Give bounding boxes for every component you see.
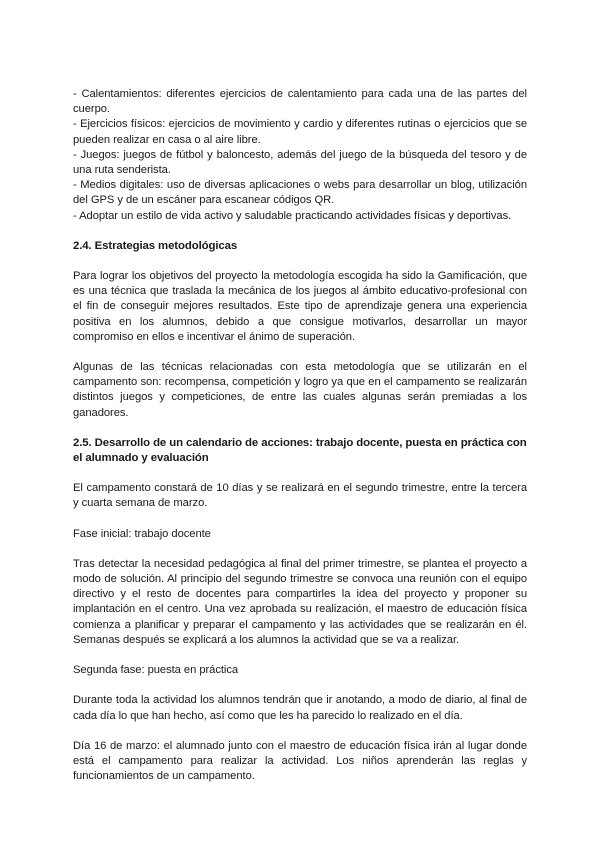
paragraph: Algunas de las técnicas relacionadas con esta metodología que se utilizarán en el campamento son: recompensa, competición y logro ya que en el campamento se realizarán distintos juegos y competiciones, de entre las cuales algunas serán premiadas a los ganadores. <box>73 361 527 419</box>
list-item: - Medios digitales: uso de diversas aplicaciones o webs para desarrollar un blog, utilización del GPS y de un escáner para escanear códigos QR. <box>73 179 527 207</box>
section-heading-2-5: 2.5. Desarrollo de un calendario de acciones: trabajo docente, puesta en práctica con el alumnado y evaluación <box>73 436 527 465</box>
paragraph: Tras detectar la necesidad pedagógica al final del primer trimestre, se plantea el proyecto a modo de solución. Al principio del segundo trimestre se convoca una reunión con el equipo directivo y el resto de docentes para compartirles la idea del proyecto y proponer su implantación en el centro. Una vez aprobada su realización, el maestro de educación física comienza a planificar y preparar el campamento y las actividades que se realizarán en él. Semanas después se explicará a los alumnos la actividad que se va a realizar. <box>73 557 527 646</box>
list-item: - Adoptar un estilo de vida activo y saludable practicando actividades físicas y deportivas. <box>73 209 512 222</box>
section-heading-2-4: 2.4. Estrategias metodológicas <box>73 239 238 252</box>
paragraph: Día 16 de marzo: el alumnado junto con el maestro de educación física irán al lugar donde está el campamento para realizar la actividad. Los niños aprenderán las reglas y funcionamientos de un campamento. <box>73 739 527 783</box>
list-item: - Juegos: juegos de fútbol y baloncesto, además del juego de la búsqueda del tesoro y de una ruta senderista. <box>73 148 527 177</box>
paragraph: Durante toda la actividad los alumnos tendrán que ir anotando, a modo de diario, al final de cada día lo que han hecho, así como que les ha parecido lo realizado en el día. <box>73 694 527 722</box>
paragraph: Para lograr los objetivos del proyecto la metodología escogida ha sido la Gamificación, que es una técnica que traslada la mecánica de los juegos al ámbito educativo-profesional con el fin de conseguir mejores resultados. Este tipo de aprendizaje genera una experiencia positiva en los alumnos, debido a que consigue motivarlos, desarrollar un mayor compromiso en ellos e incentivar el ánimo de superación. <box>73 270 527 343</box>
phase-title: Fase inicial: trabajo docente <box>73 527 211 540</box>
paragraph: El campamento constará de 10 días y se realizará en el segundo trimestre, entre la tercera y cuarta semana de marzo. <box>73 482 527 510</box>
objectives-list <box>73 87 527 224</box>
list-item: - Ejercicios físicos: ejercicios de movimiento y cardio y diferentes rutinas o ejercicios que se pueden realizar en casa o al aire libre. <box>73 118 527 146</box>
phase-title: Segunda fase: puesta en práctica <box>73 664 239 677</box>
page-content <box>73 87 527 784</box>
list-item: - Calentamientos: diferentes ejercicios de calentamiento para cada una de las partes del cuerpo. <box>73 88 527 116</box>
